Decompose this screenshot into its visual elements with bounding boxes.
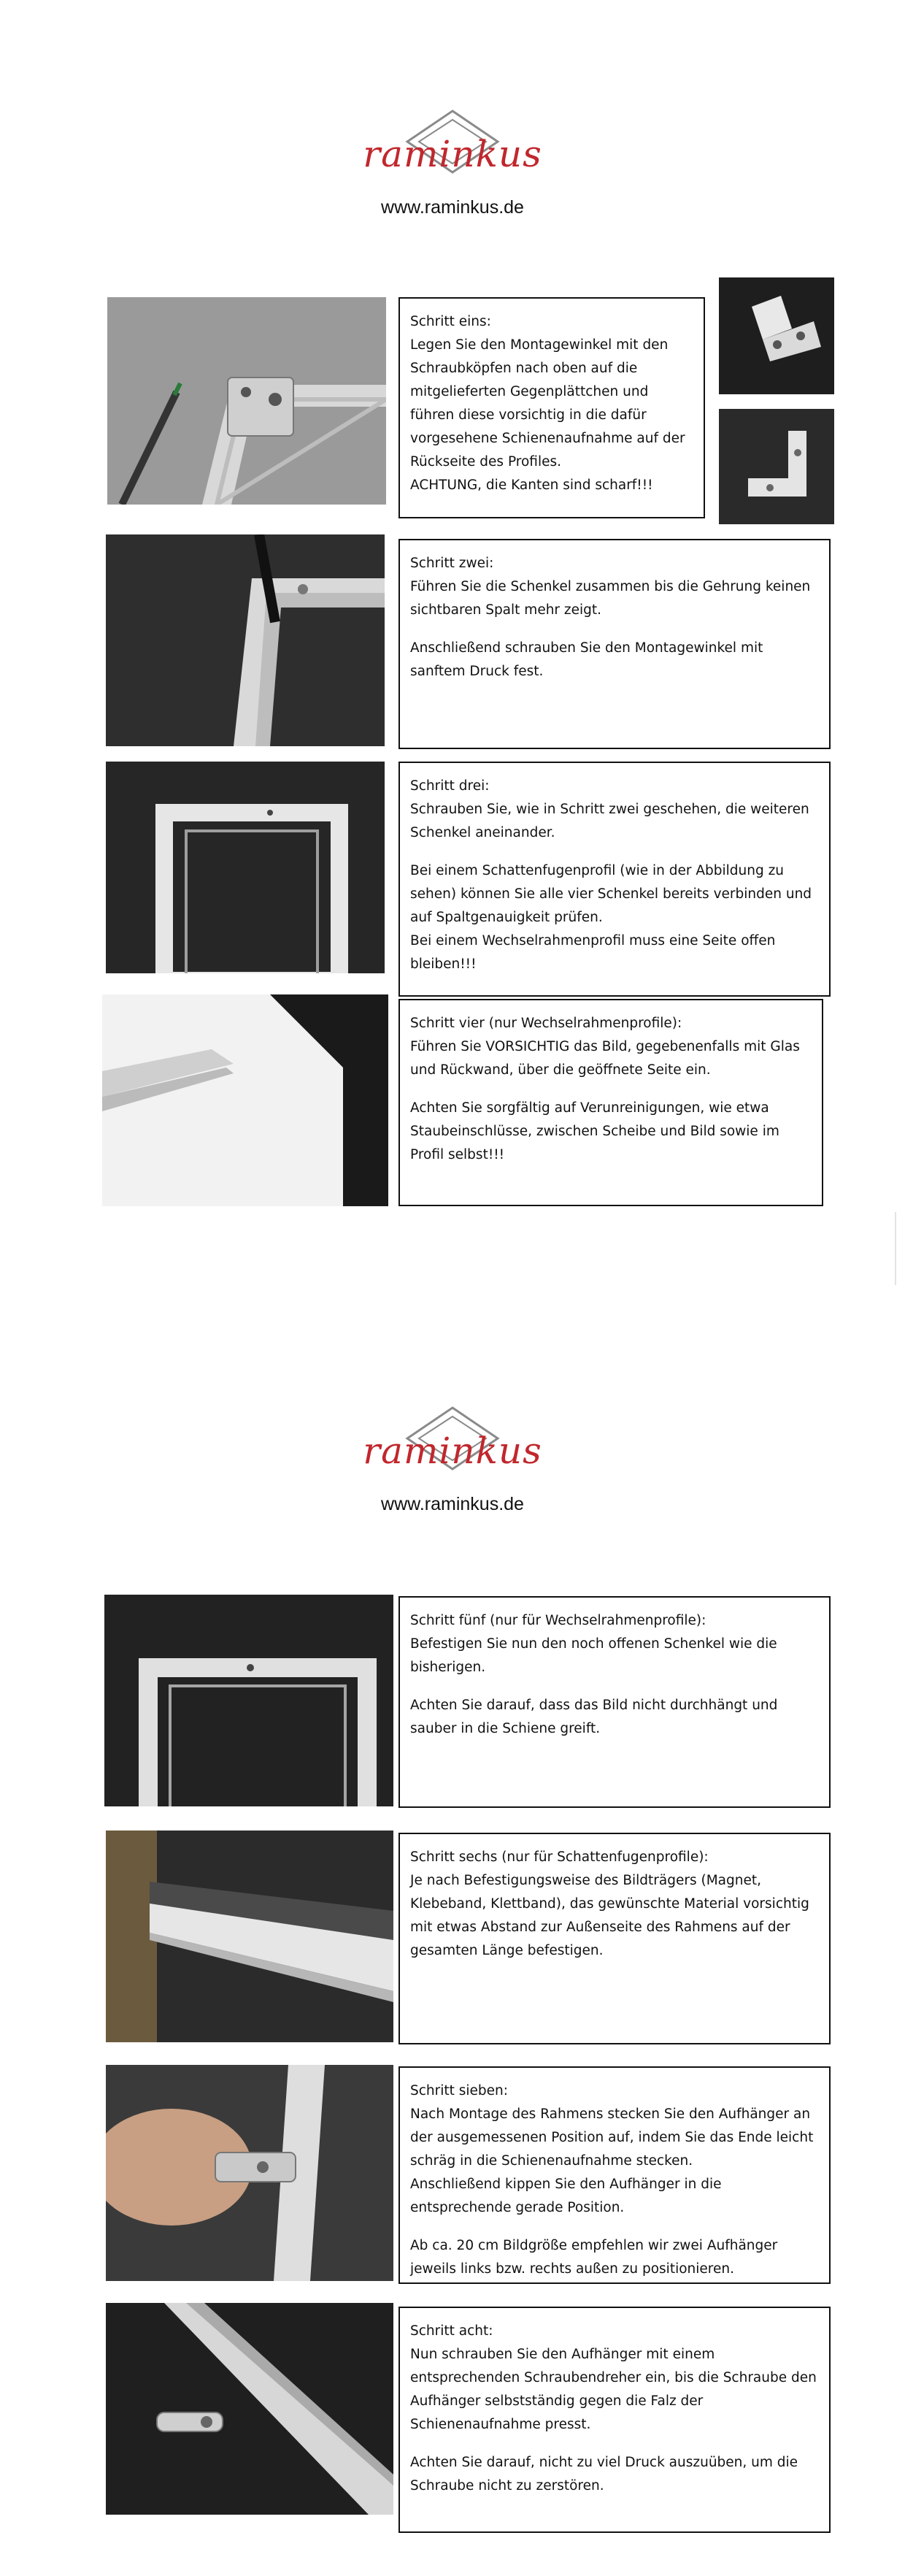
step-8-text-1: Nun schrauben Sie den Aufhänger mit einem entsprechenden Schraubendreher ein, bis die Schraube den Aufhänger selbstständig gegen die Falz der Schienenaufnahme presst.: [410, 2347, 817, 2432]
step-3-title: Schritt drei:: [410, 778, 490, 794]
step-6-text-1: Je nach Befestigungsweise des Bildträgers (Magnet, Klebeband, Klettband), das gewünschte Material vorsichtig mit etwas Abstand zur Außenseite des Rahmens auf der gesamten Länge befestigen.: [410, 1873, 809, 1958]
step-7-textbox: [398, 2066, 831, 2284]
step-5-text-1: Befestigen Sie nun den noch offenen Schenkel wie die bisherigen.: [410, 1636, 777, 1675]
step-3-text-3: Bei einem Wechselrahmenprofil muss eine Seite offen bleiben!!!: [410, 933, 776, 972]
step-7-title: Schritt sieben:: [410, 2083, 509, 2098]
step-1-title: Schritt eins:: [410, 314, 491, 329]
step-2-title: Schritt zwei:: [410, 556, 494, 571]
step-7-text-1: Nach Montage des Rahmens stecken Sie den Aufhänger an der ausgemessenen Position auf, indem Sie das Ende leicht schräg in die Schienenaufnahme stecken.: [410, 2107, 814, 2169]
step-3-textbox: [398, 762, 831, 997]
brand-name: raminkus: [363, 133, 542, 175]
step-1-text-2: ACHTUNG, die Kanten sind scharf!!!: [410, 478, 653, 493]
step-6-photo: [106, 1831, 393, 2042]
brand-name-2: raminkus: [363, 1430, 542, 1472]
step-4-title: Schritt vier (nur Wechselrahmenprofile):: [410, 1016, 682, 1031]
step-5-text-2: Achten Sie darauf, dass das Bild nicht durchhängt und sauber in die Schiene greift.: [410, 1698, 778, 1736]
step-5-photo: [104, 1595, 393, 1806]
step-3-photo: [106, 762, 385, 973]
scan-edge: [895, 1212, 896, 1285]
step-1-textbox: [398, 297, 705, 518]
step-1-detail-photo-2: [719, 409, 834, 524]
step-7-text-3: Ab ca. 20 cm Bildgröße empfehlen wir zwei Aufhänger jeweils links bzw. rechts außen zu positionieren.: [410, 2238, 778, 2277]
step-8-text-2: Achten Sie darauf, nicht zu viel Druck auszuüben, um die Schraube nicht zu zerstören.: [410, 2455, 798, 2493]
step-2-text-1: Führen Sie die Schenkel zusammen bis die Gehrung keinen sichtbaren Spalt mehr zeigt.: [410, 579, 811, 618]
step-3-text-1: Schrauben Sie, wie in Schritt zwei geschehen, die weiteren Schenkel aneinander.: [410, 802, 809, 840]
step-1-photo: [107, 297, 386, 505]
step-7-text-2: Anschließend kippen Sie den Aufhänger in die entsprechende gerade Position.: [410, 2177, 722, 2215]
step-4-textbox: [398, 999, 823, 1206]
step-8-photo: [106, 2303, 393, 2515]
step-7-photo: [106, 2065, 393, 2281]
step-3-text-2: Bei einem Schattenfugenprofil (wie in der Abbildung zu sehen) können Sie alle vier Schenkel bereits verbinden und auf Spaltgenauigkeit prüfen.: [410, 863, 812, 925]
brand-url[interactable]: www.raminkus.de: [381, 197, 524, 218]
step-6-textbox: [398, 1833, 831, 2044]
step-4-text-1: Führen Sie VORSICHTIG das Bild, gegebenenfalls mit Glas und Rückwand, über die geöffnete Seite ein.: [410, 1039, 800, 1078]
step-6-title: Schritt sechs (nur für Schattenfugenprofile):: [410, 1849, 709, 1865]
step-1-text-1: Legen Sie den Montagewinkel mit den Schraubköpfen nach oben auf die mitgelieferten Gegenplättchen und führen diese vorsichtig in die dafür vorgesehene Schienenaufnahme auf der Rückseite des Profiles.: [410, 337, 685, 469]
step-1-detail-photo-1: [719, 277, 834, 394]
brand-url-2[interactable]: www.raminkus.de: [381, 1494, 524, 1514]
step-5-title: Schritt fünf (nur für Wechselrahmenprofile):: [410, 1613, 706, 1628]
step-2-textbox: [398, 539, 831, 749]
step-8-title: Schritt acht:: [410, 2323, 493, 2339]
step-8-textbox: [398, 2307, 831, 2533]
step-4-photo: [102, 994, 388, 1206]
step-5-textbox: [398, 1596, 831, 1808]
instruction-page-2: [0, 1288, 905, 2576]
step-2-text-2: Anschließend schrauben Sie den Montagewinkel mit sanftem Druck fest.: [410, 640, 763, 679]
step-4-text-2: Achten Sie sorgfältig auf Verunreinigungen, wie etwa Staubeinschlüsse, zwischen Scheibe und Bild sowie im Profil selbst!!!: [410, 1100, 779, 1162]
step-2-photo: [106, 534, 385, 746]
